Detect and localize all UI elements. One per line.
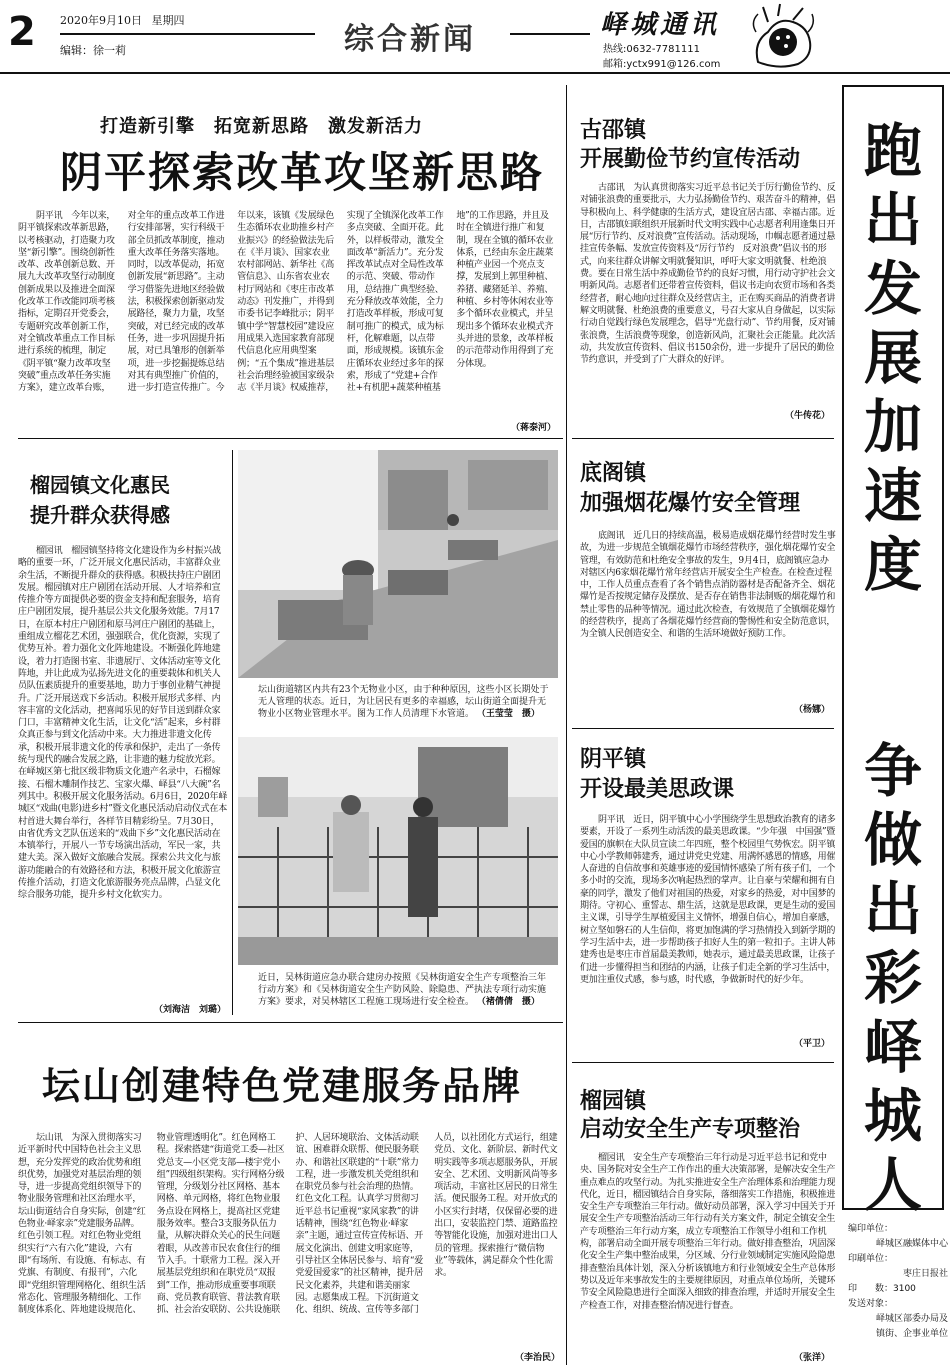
gushao-body xyxy=(580,182,836,402)
rule-gushao xyxy=(572,438,834,439)
rule-diguo xyxy=(572,728,834,729)
photo-drainage-image xyxy=(238,450,558,678)
info-value-editor-unit: 峄城区融媒体中心 xyxy=(875,1239,948,1249)
diguo-title-1: 底阁镇 xyxy=(580,460,647,486)
gushao-text: 古邵讯 为认真贯彻落实习近平总书记关于厉行勤俭节约、反对铺张浪费的重要批示，大力弘扬勤俭节约、艰苦奋斗的精神，倡导积极向上、科学健康的生活方式，建设宜居古邵、幸福古邵。近日，古邵镇妇联组织开展新时代文明实践中心志愿者利用逢集日开展“厉行节约、反对浪费”宣传活动。活动现场，巾帼志愿者通过悬挂宣传条幅、发放宣传资料及“厉行节约 反对浪费”倡议书的形式，向来往群众讲解文明就餐知识，呼吁大家文明就餐、杜绝浪费。要在日常生活中养成勤俭节约的良好习惯，用行动守护社会文明新风尚。志愿者们还带着宣传资料，倡议书走向农贸市场和各类经营者，耐心地向过往群众及经营店主，正在购买商品的消费者讲解文明就餐、杜绝浪费的重要意义，号召大家从自身做起，以实际行动自觉践行绿色发展理念，倡导“光盘行动”、节约用餐，反对铺张浪费，生活浪费等现象，创造新风尚，汇聚社会正能量。此次活动，共发放宣传资料、倡议书150余份，进一步提升了居民的勤俭节约意识，并受到了广大群众的好评。 xyxy=(580,183,836,366)
liuyuan-safety-title-1: 榴园镇 xyxy=(580,1088,647,1114)
gushao-author: （牛传花） xyxy=(784,411,830,421)
lead-text: 阴平讯 今年以来，阴平镇探索改革新思路，以考核驱动，打造聚力攻坚“新引擎”。围绕创新性改革、改革创新总数、开展九大改革攻坚行动制度创新成果以及推进全面深化改革工作改能同项考核指标，定期召开党委会，专题研究改革创新工作，对全镇改革重点工作目标进行系统的梳理，制定《阴平镇“聚力改革攻坚突破”重点改革任务实施方案》，建立改革台账，对全年的重点改革工作进行安排部署，实行科级干部全员抓改革制度，推动重大改革任务落实落地。同时，以改革促动，拓宽创新发展“新思路”。主动学习借鉴先进地区经验做法，积极探索创新驱动发展路径，聚力力量，攻坚突破，对已经完成的改革任务，进一步巩固提升拓展，对已具雏形的创新举项，进一步挖掘提炼总结对其有典型推广价值的，进一步打造宣传推广。今年以来，该镇《发展绿色生态循环农业助推乡村产业振兴》的经验做法先后在《半月谈》、国家农业农村部网站、新华社《高管信息》、山东省农业农村厅网站和《枣庄市改革动态》刊发推广，并得到市委书记李峰批示；阴平镇中学“智慧校园”建设应用成果入选国家教育部现代信息化应用典型案例；“五个集成”推进基层社会治理经验被国家级杂志《半月谈》权威推荐，实现了全镇深化改革工作多点突破、全面开花。此外，以样板带动，激发全面改革“新活力”。充分发挥改革试点对全局性改革的示范、突破、带动作用，总结推广典型经验、充分释放改革效能，全力打造改革样板，形成可复制可推广的模式，成为标杆，化解难题，以点带面，形成规模。该镇东金庄循环农业经过多年的探索，形成了“党建+合作社+有机肥+蔬菜种植基地”的工作思路，并且及时在全镇进行推广和复制，现在全镇的循环农业体系，已经由东金庄蔬菜种植产业园一个亮点支撑，发展到上郭里种植、养猪、藏猪延羊、养殖、种植、乡村等休闲农业等多个循环农业模式，并呈现出多个循环农业模式齐头并进的景象，改革样板的示范带动作用得到了充分体现。 xyxy=(18,211,554,394)
photo1-caption-text: 坛山街道辖区内共有23个无物业小区，由于种种原因，这些小区长期处于无人管理的状态。近日，为让居民有更多的幸福感，坛山街道全面提升无物业小区物业管理水平。图为工作人员清理下水管道。 xyxy=(258,685,549,719)
weekday-text: 星期四 xyxy=(151,14,185,27)
photo1-caption xyxy=(258,684,554,720)
paper-name-logo: 峄城通讯 xyxy=(600,10,721,40)
info-value-recipients-2: 镇街、企事业单位 xyxy=(875,1329,948,1339)
photo-safety-inspection xyxy=(238,737,558,965)
yinping-author: （平卫） xyxy=(793,1039,830,1049)
liuyuan-safety-title-2: 启动安全生产专项整治 xyxy=(580,1116,801,1142)
rule-yinping xyxy=(572,1062,834,1063)
diguo-body xyxy=(580,530,836,705)
info-value-recipients-1: 峄城区部委办局及 xyxy=(875,1314,948,1324)
liuyuan-culture-body xyxy=(18,545,228,1003)
lead-kicker: 打造新引擎 拓宽新思路 激发新活力 xyxy=(100,116,423,137)
photo2-caption-text: 近日，吴林街道应急办联合建房办按照《吴林街道安全生产专项整治三年行动方案》和《吴林街道安全生产防风险、除隐患、严执法专项行动实施方案》要求，对吴林辖区工程施工现场进行安全检查。 xyxy=(258,973,547,1007)
rule-col1 xyxy=(232,450,233,1015)
photo-drainage-work xyxy=(238,450,558,678)
masthead-divider xyxy=(60,33,315,35)
lead-headline: 阴平探索改革攻坚新思路 xyxy=(60,148,545,197)
liuyuan-safety-text: 榴园讯 安全生产专项整治三年行动是习近平总书记和党中央、国务院对安全生产工作作出的重大决策部署，是解决安全生产重点难点的攻坚行动。为扎实推进安全生产治理体系和治理能力现代化，近日，榴园镇结合自身实际，落细落实工作措施，积极推进安全生产专项整治三年行动。做好动员部署，深入学习中国关于开展安全生产专项整治活动三年行动有关方案文件，制定全镇安全生产专项整治三年行动方案，成立专项整治工作领导小组和工作机构，部署启动全面开展专项整治三年行动。做好排查整治，巩固深化安全生产集中整治成果，分区域、分行业领域制定实施风险隐患排查整治具体计划，深入分析该镇地方和行业领域安全生产总体形势以及近年来事故发生的主要规律原因，对重点单位场所，关键环节安全风险隐患进行全面深入细致的排查治理，并适时开展安全生产检查工作，对排查整治情况进行督查。 xyxy=(580,1153,836,1311)
banner-line1: 跑出发展加速度 xyxy=(863,117,922,599)
publication-info xyxy=(848,1222,948,1342)
masthead-bottom-rule xyxy=(0,72,950,74)
liuyuan-culture-title-1: 榴园镇文化惠民 xyxy=(30,473,170,497)
info-label-editor-unit: 编印单位： xyxy=(848,1224,894,1234)
yinping-text: 阴平讯 近日，阴平镇中心小学围绕学生思想政治教育的诸多要素，开设了一系列生动活泼的最美思政课。“少年强 中国强”暨爱国的旗帜在大队员宣读二年四班，整个校园里气势恢宏。阴平镇中心小学教师韩建秀，通过讲党史党建、用满怀感恩的情感，用催人奋进的自信故事和英雄事迹的爱国情怀感染了所有孩子们，一个多小时的交流，现场多次响起热烈的掌声。让自豪与荣耀和拥有自豪的同学，激发了他们对祖国的热爱，对家乡的热爱，对中国梦的期待。守初心、重誓志、鼎生活，这就是思政课，更是生动的爱国主义课，引导学生厚植爱国主义情怀，增强自信心，增加自豪感，树立坚如磐石的人生信仰，将更加饱满的学习热情投入到新学期的学习生活中去，进一步帮助孩子扣好人生的第一粒扣子。主讲人韩建秀也是枣庄市首届最美教师，她表示，通过最美思政课，让孩子们进一步懂得担当和团结的内涵，让孩子们走全新的学习生活中，更加注重仪式感，参与感，时代感，争做新时代的好少年。 xyxy=(580,815,836,985)
section-title: 综合新闻 xyxy=(344,22,476,57)
rule-lead-bottom xyxy=(18,438,563,439)
yinping-body xyxy=(580,814,836,1034)
info-print-count: 印 数：3100 xyxy=(848,1284,916,1294)
hotline-text: 热线:0632-7781111 xyxy=(603,44,700,55)
rule-col-right xyxy=(566,85,567,1365)
tanshan-text: 坛山讯 为深入贯彻落实习近平新时代中国特色社会主义思想，充分发挥党的政治优势和组织优势，加强党对基层治理的领导，进一步提高党组织领导下的物业服务管理和社区治理水平，坛山街道结合自身实际，创建“红色物业·峄家亲”党建服务品牌。红色引领工程。对红色物业党组织实行“六有六化”建设，六有即“有场所、有设施、有标志、有党旗、有制度、有报刊”，六化即“党组织管理网格化、组织生活常态化、管理服务精细化、工作制度体系化、阵地建设规范化、物业管理透明化”。红色网格工程。探索搭建“街道党工委—社区党总支—小区党支部—楼宇党小组”四级组织架构。实行网格分级管理，分级划分社区网格、基本网格、单元网格，将红色物业服务点设在网格上，提高社区党建服务效率。整合3支服务队伍力量，从解决群众关心的民生问题着眼，从改善市民农食住行的细节入手。十联常力工程。深入开展基层党组织和在职党员“双报到”工作，推动形成重要事项联商、党员教育联管、普法教育联抓、社会治安联防、公共设施联护、人居环境联治、文体活动联谊、困难群众联帮、便民服务联办、和谐社区联建的“十联”常力工程，进一步激发机关党组织和在职党员参与社会治理的热情。红色文化工程。认真学习贯彻习近平总书记重视“家风家教”的讲话精神，围绕“红色物业·峄家亲”主题，通过宣传宣传标语、开展文化演出、创建文明家庭等，引导社区全体居民参与、培育“爱党爱国爱家”的社区精神，提升居民文化素养，共建和谐美丽家园。志愿集成工程。下沉街道文化、组织、统战、宣传等多部门人员，以社团化方式运行，组建党员、文化、新阶层、新时代文明实践等多项志愿服务队，开展安全、艺术团、文明新风尚等多项活动，丰富社区居民的日常生活。便民服务工程。对开放式的小区实行封堵，仅保留必要的进出口，安装监控门禁、道路监控等智能化设施，加强对进出口人员的管理。探索推行“微信物业”等载体，满足群众个性化需求。 xyxy=(18,1133,558,1316)
yinping-title-1: 阴平镇 xyxy=(580,746,647,772)
photo1-credit: （王莹莹 摄） xyxy=(476,709,540,719)
photo-inspection-image xyxy=(238,737,558,965)
masthead-rule-right xyxy=(510,33,590,35)
rule-photos-bottom xyxy=(18,1022,563,1023)
diguo-title-2: 加强烟花爆竹安全管理 xyxy=(580,490,801,516)
info-value-print-unit: 枣庄日报社 xyxy=(902,1269,948,1279)
tanshan-author: （李治民） xyxy=(514,1353,560,1363)
liuyuan-safety-author: （张洋） xyxy=(793,1353,830,1363)
side-banner-box xyxy=(842,85,944,1219)
gushao-title-1: 古邵镇 xyxy=(580,117,647,143)
editor-name: 编辑：徐一莉 xyxy=(60,44,126,57)
page-number: 2 xyxy=(8,9,36,55)
tanshan-headline: 坛山创建特色党建服务品牌 xyxy=(42,1064,523,1108)
photo2-credit: （褚倩倩 摄） xyxy=(476,997,540,1007)
yinping-title-2: 开设最美思政课 xyxy=(580,776,735,802)
pomegranate-illustration xyxy=(748,2,818,70)
diguo-text: 底阁讯 近几日的持续高温，极易造成烟花爆竹经营时发生事故，为进一步规范全镇烟花爆竹市场经营秩序，强化烟花爆竹安全管理，有效防范和杜绝安全事故的发生，9月4日，底阁镇应急办对辖区内6家烟花爆竹常年经营店开展安全生产检查。在检查过程中，工作人员重点查看了各个销售点消防器材是否配备齐全、烟花爆竹是否按规定储存及摆放、是否存在销售非法制贩的烟花爆竹和禁止零售的品种等情况。通过此次检查，有效规范了全镇烟花爆竹的经营秩序，提高了各烟花爆竹经营商的警惕性和安全防范意识，为全镇人民创造安全、和谐的生活环境做好预防工作。 xyxy=(580,531,836,640)
lead-author: （蒋泰河） xyxy=(510,423,556,433)
info-label-recipients: 发送对象： xyxy=(848,1299,894,1309)
info-label-print-unit: 印刷单位： xyxy=(848,1254,894,1264)
lead-body xyxy=(18,210,556,430)
diguo-author: （杨娜） xyxy=(793,705,830,715)
liuyuan-culture-author: （刘海洁 刘璐） xyxy=(153,1005,226,1015)
date-text: 2020年9月10日 xyxy=(60,14,142,27)
photo2-caption xyxy=(258,972,554,1008)
banner-line2: 争做出彩峄城人 xyxy=(863,737,922,1219)
issue-date xyxy=(60,12,185,28)
gushao-title-2: 开展勤俭节约宣传活动 xyxy=(580,146,801,172)
tanshan-body xyxy=(18,1132,563,1360)
liuyuan-safety-body xyxy=(580,1152,836,1348)
liuyuan-culture-text: 榴园讯 榴园镇坚持将文化建设作为乡村振兴战略的重要一环，广泛开展文化惠民活动，丰富群众业余生活，不断提升群众的获得感。积极扶持庄户剧团发展。榴园镇对庄户剧团在活动开展、人才培养和宣传推介等方面提供必要的资金支持和配套服务，培育庄户剧团发展，提升基层公共文化服务效能。7月17日，在原本村庄户剧团和原马河庄户剧团的基础上，重组成立榴花艺术团，强强联合，优化资源，实现了优势互补。着力强化文化阵地建设。不断强化阵地建设，着力打造图书室、非遗展厅、文体活动室等文化阵地，并让此成为弘扬先进文化的重要载体和机关人员队伍素质提升的重要基地，助力于事创业精气神提升。广泛开展送戏下乡活动。积极开展形式多样、内容丰富的文化活动，把喜闻乐见的好节目送到群众家门口，丰富精神文化生活，让文化“活”起来，乡村群众真正参与到文化活动中来。大力推进非遗文化传承，积极开展非遗文化的传承和保护，走出了一条传统与现代的融合发展之路，让非遗的魅力绽放光彩。在峄城区第七批区级非物质文化遗产名录中，石榴嫁接、石榴木雕制作技艺、宝家火爆、峄县“八大碗”名列其中。积极开展文化服务活动。6月6日，2020年峄城区“戏曲(电影)进乡村”暨文化惠民活动启动仪式在本村首进大舞台举行，各样节目精彩纷呈。7月30日，由省优秀文艺队伍送来的“戏曲下乡”文化惠民活动在本镇举行，开展八一节专场演出活动，军民一家，共建大美。深入做好文旅融合发展。探索公共文化与旅游功能融合的有效路径和方法，积极开展文化旅游宣传推介活动，打造文化旅游服务亮点品牌，凸显文化综合服务功能，提升乡村文化软实力。 xyxy=(18,546,228,901)
email-text: 邮箱:yctx991@126.com xyxy=(603,59,721,70)
liuyuan-culture-title-2: 提升群众获得感 xyxy=(30,503,170,527)
